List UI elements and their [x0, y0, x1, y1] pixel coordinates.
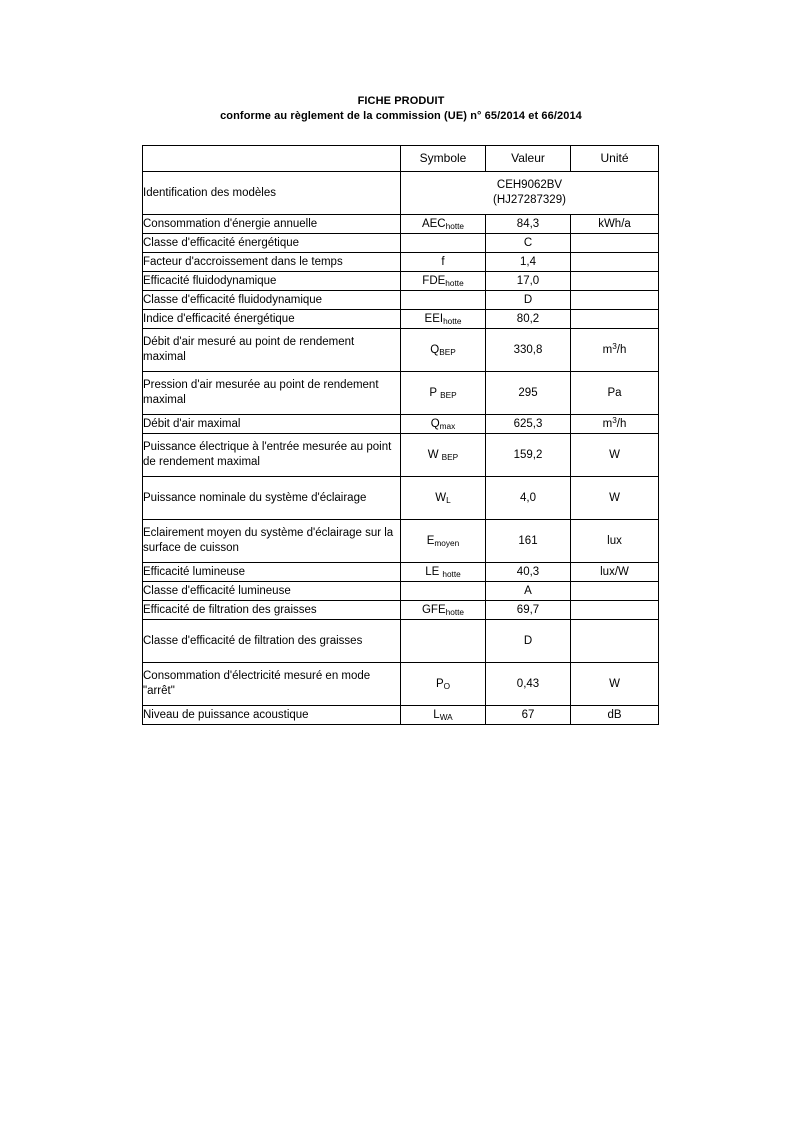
row-label: Pression d'air mesurée au point de rendement maximal [143, 372, 401, 415]
row-unit [571, 272, 659, 291]
row-label: Eclairement moyen du système d'éclairage sur la surface de cuisson [143, 520, 401, 563]
table-row [143, 415, 659, 434]
symbol-base: f [441, 255, 445, 268]
row-label: Efficacité lumineuse [143, 563, 401, 582]
row-value: 0,43 [486, 663, 571, 706]
row-value: 17,0 [486, 272, 571, 291]
model-value [401, 172, 659, 215]
table-row [143, 601, 659, 620]
symbol-subscript: BEP [441, 453, 459, 462]
row-symbol [401, 477, 486, 520]
row-unit [571, 329, 659, 372]
row-label: Puissance électrique à l'entrée mesurée au point de rendement maximal [143, 434, 401, 477]
unit-base: kWh/a [598, 217, 631, 230]
unit-superscript: 3 [612, 341, 617, 351]
row-value: 40,3 [486, 563, 571, 582]
row-label: Consommation d'énergie annuelle [143, 215, 401, 234]
table-row [143, 372, 659, 415]
table-row [143, 620, 659, 663]
symbol-base: AEC [421, 217, 446, 230]
table-row [143, 563, 659, 582]
page-title [0, 94, 802, 124]
symbol-base: W [435, 491, 447, 504]
unit-tail: /h [616, 417, 627, 430]
symbol-base: L [433, 708, 440, 721]
unit-base: W [609, 491, 620, 504]
product-fiche-table [142, 145, 659, 725]
header-cell-label [143, 146, 401, 172]
row-symbol [401, 563, 486, 582]
row-unit [571, 706, 659, 725]
row-symbol [401, 620, 486, 663]
table-row [143, 291, 659, 310]
table-row [143, 434, 659, 477]
row-unit [571, 234, 659, 253]
row-value: 295 [486, 372, 571, 415]
table-row [143, 329, 659, 372]
row-value: D [486, 291, 571, 310]
row-label: Efficacité de filtration des graisses [143, 601, 401, 620]
row-symbol [401, 706, 486, 725]
table-row [143, 477, 659, 520]
symbol-base: GFE [421, 603, 446, 616]
row-unit [571, 291, 659, 310]
symbol-base: EEI [424, 312, 444, 325]
header-cell-symbole: Symbole [401, 146, 486, 172]
unit-base: lux/W [600, 565, 629, 578]
row-value: D [486, 620, 571, 663]
table-row [143, 663, 659, 706]
row-label: Classe d'efficacité fluidodynamique [143, 291, 401, 310]
unit-base: W [609, 448, 620, 461]
row-unit [571, 520, 659, 563]
symbol-base: P [429, 386, 438, 399]
row-symbol [401, 434, 486, 477]
table-row [143, 310, 659, 329]
unit-base: Pa [607, 386, 622, 399]
row-unit [571, 582, 659, 601]
row-label: Puissance nominale du système d'éclairage [143, 477, 401, 520]
symbol-subscript: BEP [440, 391, 457, 400]
row-value: C [486, 234, 571, 253]
row-value: 625,3 [486, 415, 571, 434]
unit-base: dB [607, 708, 622, 721]
row-unit [571, 372, 659, 415]
symbol-subscript: hotte [445, 222, 465, 231]
symbol-subscript: moyen [434, 539, 460, 548]
row-symbol [401, 520, 486, 563]
model-value-line-2: (HJ27287329) [493, 194, 566, 206]
row-label: Classe d'efficacité lumineuse [143, 582, 401, 601]
header-cell-valeur: Valeur [486, 146, 571, 172]
row-unit [571, 434, 659, 477]
row-label: Consommation d'électricité mesuré en mode "arrêt" [143, 663, 401, 706]
header-cell-unite: Unité [571, 146, 659, 172]
row-label: Classe d'efficacité de filtration des graisses [143, 620, 401, 663]
symbol-base: W [427, 448, 439, 461]
row-unit [571, 477, 659, 520]
row-value: 80,2 [486, 310, 571, 329]
table-row [143, 706, 659, 725]
symbol-subscript: max [439, 422, 456, 431]
row-value: 4,0 [486, 477, 571, 520]
symbol-subscript: hotte [443, 317, 462, 326]
unit-base: m [602, 343, 613, 356]
symbol-base: Q [430, 417, 440, 430]
symbol-base: LE [425, 565, 440, 578]
symbol-subscript: hotte [442, 570, 461, 579]
table-row [143, 582, 659, 601]
model-label: Identification des modèles [143, 172, 401, 215]
row-label: Débit d'air mesuré au point de rendement maximal [143, 329, 401, 372]
symbol-base: FDE [422, 274, 446, 287]
symbol-base: Q [430, 343, 440, 356]
row-label: Efficacité fluidodynamique [143, 272, 401, 291]
symbol-subscript: WA [439, 713, 453, 722]
row-symbol [401, 372, 486, 415]
table-row [143, 215, 659, 234]
row-unit [571, 415, 659, 434]
row-label: Débit d'air maximal [143, 415, 401, 434]
symbol-subscript: hotte [445, 608, 465, 617]
row-symbol [401, 234, 486, 253]
row-symbol [401, 310, 486, 329]
table-row-model [143, 172, 659, 215]
row-label: Classe d'efficacité énergétique [143, 234, 401, 253]
table-row [143, 234, 659, 253]
row-label: Facteur d'accroissement dans le temps [143, 253, 401, 272]
row-unit [571, 310, 659, 329]
row-unit [571, 601, 659, 620]
row-symbol [401, 272, 486, 291]
row-value: A [486, 582, 571, 601]
row-value: 69,7 [486, 601, 571, 620]
table-header-row [143, 146, 659, 172]
symbol-subscript: hotte [445, 279, 464, 288]
row-symbol [401, 663, 486, 706]
unit-base: m [602, 417, 613, 430]
row-symbol [401, 415, 486, 434]
row-value: 1,4 [486, 253, 571, 272]
symbol-subscript: L [446, 496, 451, 505]
title-line-2: conforme au règlement de la commission (UE) n° 65/2014 et 66/2014 [220, 110, 582, 122]
symbol-subscript: O [443, 682, 451, 691]
row-label: Indice d'efficacité énergétique [143, 310, 401, 329]
row-unit [571, 253, 659, 272]
unit-tail: /h [616, 343, 627, 356]
unit-superscript: 3 [612, 415, 617, 425]
row-unit [571, 620, 659, 663]
row-value: 161 [486, 520, 571, 563]
row-symbol [401, 215, 486, 234]
table-row [143, 272, 659, 291]
unit-base: lux [607, 534, 622, 547]
symbol-base: P [435, 677, 444, 690]
unit-base: W [609, 677, 620, 690]
table-row [143, 520, 659, 563]
table-row [143, 253, 659, 272]
row-symbol [401, 601, 486, 620]
row-symbol [401, 291, 486, 310]
row-value: 67 [486, 706, 571, 725]
row-symbol [401, 582, 486, 601]
row-value: 84,3 [486, 215, 571, 234]
symbol-base: E [426, 534, 435, 547]
row-value: 159,2 [486, 434, 571, 477]
row-unit [571, 215, 659, 234]
row-value: 330,8 [486, 329, 571, 372]
title-line-1: FICHE PRODUIT [357, 95, 445, 107]
row-unit [571, 663, 659, 706]
row-symbol [401, 329, 486, 372]
row-symbol [401, 253, 486, 272]
model-value-line-1: CEH9062BV [496, 179, 563, 191]
row-unit [571, 563, 659, 582]
row-label: Niveau de puissance acoustique [143, 706, 401, 725]
symbol-subscript: BEP [439, 348, 456, 357]
